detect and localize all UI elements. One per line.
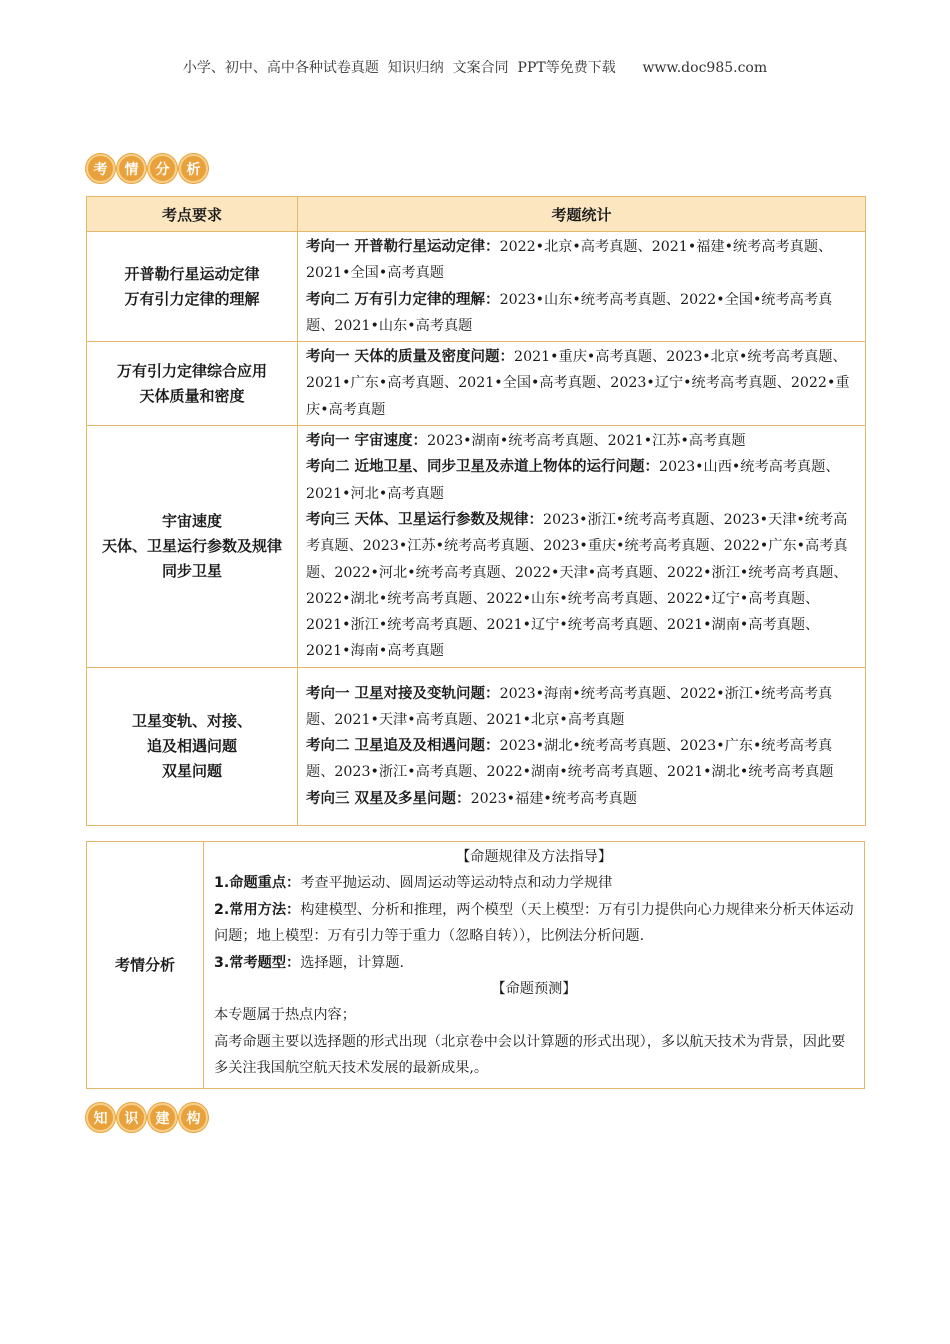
page-header: 小学、初中、高中各种试卷真题 知识归纳 文案合同 PPT等免费下载 www.doc985.com bbox=[182, 60, 768, 76]
table-row bbox=[87, 232, 866, 342]
table-row bbox=[87, 842, 865, 1089]
exam-direction: 考向二 万有引力定律的理解：2023•山东•统考高考真题、2022•全国•统考高考真题、2021•山东•高考真题 bbox=[306, 291, 833, 334]
badge-char: 考 bbox=[86, 154, 115, 183]
requirement-line: 开普勒行星运动定律 bbox=[124, 264, 260, 283]
exam-direction: 考向三 天体、卫星运行参数及规律：2023•浙江•统考高考真题、2023•天津•统考高考真题、2023•江苏•统考高考真题、2023•重庆•统考高考真题、2022•广东•高考真题、2022•河北•统考高考真题、2022•天津•高考真题、2022•浙江•统考高考真题、2022•湖北•统考高考真题、2022•山东•统考高考真题、2022•辽宁•高考真题、2021•浙江•统考高考真题、2021•辽宁•统考高考真题、2021•湖南•高考真题、2021•海南•高考真题 bbox=[306, 511, 848, 660]
table-header-row bbox=[87, 197, 866, 232]
requirement-line: 同步卫星 bbox=[161, 561, 222, 580]
requirement-line: 天体质量和密度 bbox=[139, 386, 245, 405]
badge-char: 析 bbox=[179, 154, 208, 183]
analysis-label: 考情分析 bbox=[87, 842, 204, 1089]
exam-direction: 考向二 卫星追及及相遇问题：2023•湖北•统考高考真题、2023•广东•统考高考真题、2023•浙江•高考真题、2022•湖南•统考高考真题、2021•湖北•统考高考真题 bbox=[306, 738, 834, 781]
exam-stat-table bbox=[86, 196, 866, 826]
requirement-line: 双星问题 bbox=[161, 761, 222, 780]
exam-direction: 考向三 双星及多星问题：2023•福建•统考高考真题 bbox=[306, 790, 637, 807]
requirement-line: 宇宙速度 bbox=[161, 511, 222, 530]
exam-direction: 考向一 宇宙速度：2023•湖南•统考高考真题、2021•江苏•高考真题 bbox=[306, 433, 746, 450]
forecast-text-1: 本专题属于热点内容； bbox=[214, 1007, 356, 1024]
badge-char: 构 bbox=[179, 1103, 208, 1132]
guide-point-3: 3.常考题型：选择题，计算题. bbox=[214, 954, 405, 971]
exam-direction: 考向一 天体的质量及密度问题：2021•重庆•高考真题、2023•北京•统考高考真题、2021•广东•高考真题、2021•全国•高考真题、2023•辽宁•统考高考真题、2022•重庆•高考真题 bbox=[306, 349, 850, 418]
requirement-line: 追及相遇问题 bbox=[146, 736, 237, 755]
exam-direction: 考向一 开普勒行星运动定律：2022•北京•高考真题、2021•福建•统考高考真题、2021•全国•高考真题 bbox=[306, 239, 833, 282]
statistics-cell bbox=[298, 426, 866, 668]
table-row bbox=[87, 342, 866, 426]
guide-point-1: 1.命题重点：考查平抛运动、圆周运动等运动特点和动力学规律 bbox=[214, 875, 613, 892]
badge-char: 分 bbox=[148, 154, 177, 183]
exam-direction: 考向一 卫星对接及变轨问题：2023•海南•统考高考真题、2022•浙江•统考高考真题、2021•天津•高考真题、2021•北京•高考真题 bbox=[306, 685, 833, 728]
badge-char: 情 bbox=[117, 154, 146, 183]
badge-char: 识 bbox=[117, 1103, 146, 1132]
analysis-table bbox=[86, 841, 865, 1089]
statistics-cell bbox=[298, 342, 866, 426]
table-row bbox=[87, 426, 866, 668]
table-row bbox=[87, 667, 866, 825]
requirement-line: 万有引力定律综合应用 bbox=[116, 361, 267, 380]
guide-title: 【命题规律及方法指导】 bbox=[455, 849, 613, 865]
exam-direction: 考向二 近地卫星、同步卫星及赤道上物体的运行问题：2023•山西•统考高考真题、2021•河北•高考真题 bbox=[306, 459, 840, 502]
requirement-line: 天体、卫星运行参数及规律 bbox=[101, 536, 282, 555]
forecast-title: 【命题预测】 bbox=[491, 981, 577, 998]
section-badge-analysis bbox=[86, 154, 208, 183]
section-badge-knowledge bbox=[86, 1103, 208, 1132]
forecast-text-2: 高考命题主要以选择题的形式出现（北京卷中会以计算题的形式出现），多以航天技术为背景，因此要多关注我国航空航天技术发展的最新成果,。 bbox=[214, 1033, 846, 1077]
requirement-line: 卫星变轨、对接、 bbox=[131, 711, 252, 730]
badge-char: 知 bbox=[86, 1103, 115, 1132]
requirement-cell bbox=[87, 342, 298, 426]
col-header-requirement: 考点要求 bbox=[87, 197, 298, 232]
requirement-line: 万有引力定律的理解 bbox=[124, 289, 260, 308]
analysis-body bbox=[204, 842, 865, 1089]
badge-char: 建 bbox=[148, 1103, 177, 1132]
requirement-cell bbox=[87, 667, 298, 825]
col-header-statistics: 考题统计 bbox=[298, 197, 866, 232]
requirement-cell bbox=[87, 426, 298, 668]
requirement-cell bbox=[87, 232, 298, 342]
statistics-cell bbox=[298, 667, 866, 825]
guide-point-2: 2.常用方法：构建模型、分析和推理，两个模型（天上模型：万有引力提供向心力规律来分析天体运动问题；地上模型：万有引力等于重力（忽略自转）），比例法分析问题. bbox=[214, 901, 854, 945]
statistics-cell bbox=[298, 232, 866, 342]
